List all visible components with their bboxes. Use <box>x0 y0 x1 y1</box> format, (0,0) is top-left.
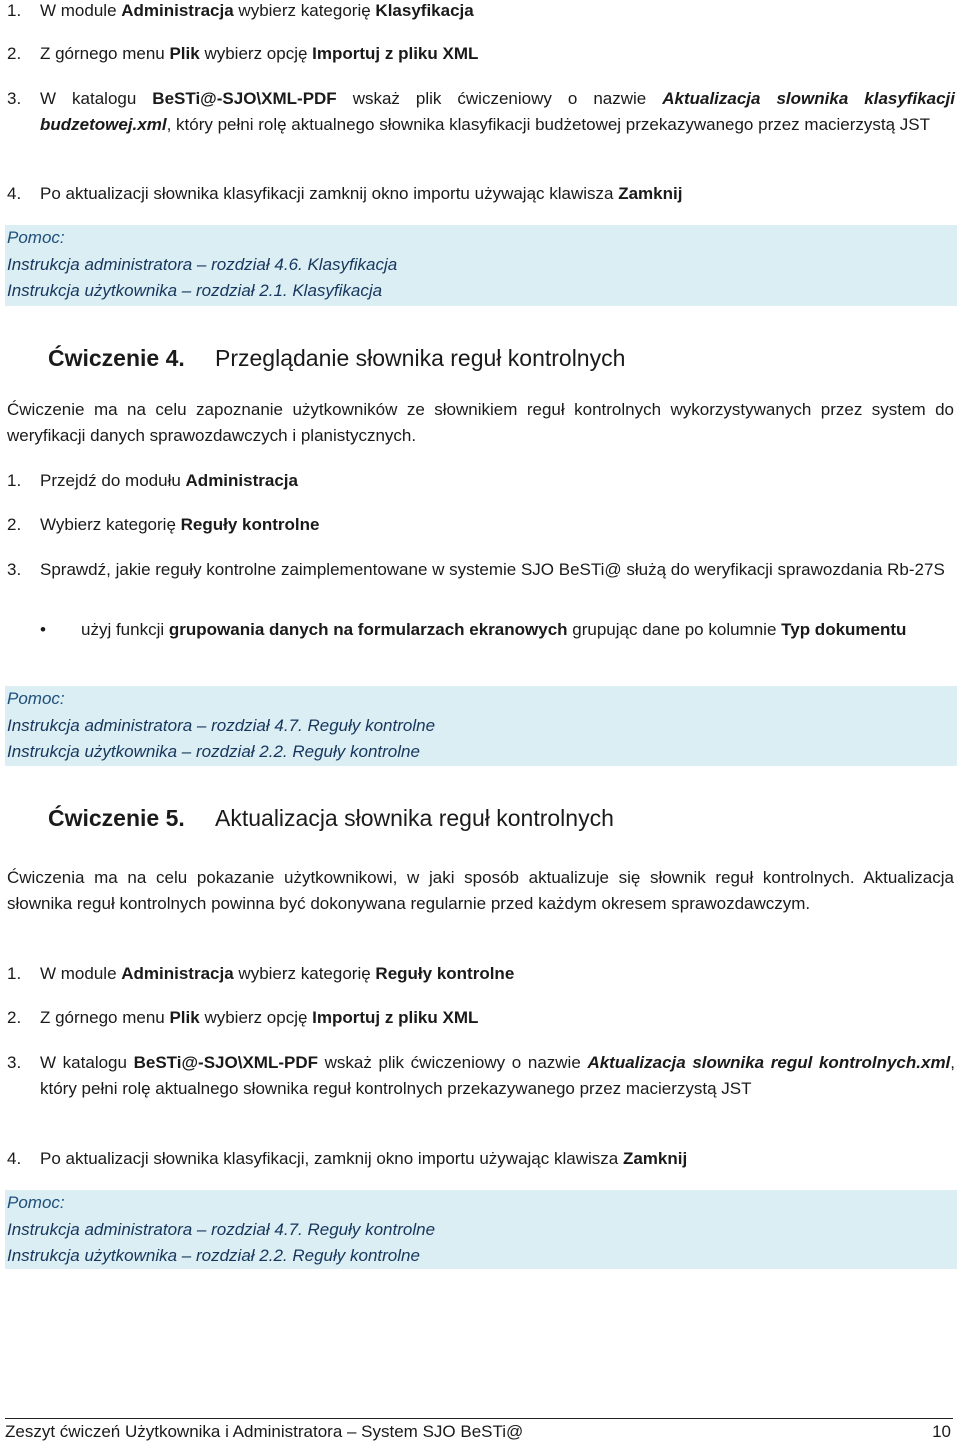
help-box <box>5 686 957 766</box>
text-run: Przejdź do modułu <box>40 471 186 490</box>
bold-text: BeSTi@-SJO\XML-PDF <box>133 1053 319 1072</box>
bold-text: Administracja <box>185 471 298 490</box>
text-run: , który pełni rolę aktualnego słownika reguł kontrolnych przekazywanego przez macierzystą JST <box>40 1053 956 1098</box>
list-item <box>7 181 955 207</box>
bold-text: BeSTi@-SJO\XML-PDF <box>152 89 337 108</box>
emphasis-text: Aktualizacja slownika regul kontrolnych.xml <box>587 1053 951 1072</box>
help-link-user: Instrukcja użytkownika – rozdział 2.1. Klasyfikacja <box>7 281 383 300</box>
bold-text: Administracja <box>121 964 234 983</box>
bullet-text <box>81 617 954 643</box>
bold-text: Importuj z pliku XML <box>312 44 479 63</box>
list-number: 2. <box>7 515 22 534</box>
bold-text: Zamknij <box>622 1149 688 1168</box>
help-box <box>5 225 957 306</box>
text-run: W katalogu <box>40 89 153 108</box>
list-text <box>40 1146 955 1172</box>
list-item <box>7 1005 955 1031</box>
text-run: W katalogu <box>40 1053 134 1072</box>
list-number: 3. <box>7 1053 22 1072</box>
text-run: wybierz opcję <box>199 1008 313 1027</box>
list-item <box>7 961 955 987</box>
exercise-heading <box>48 804 614 832</box>
list-number: 2. <box>7 1008 22 1027</box>
text-run: W module <box>40 964 122 983</box>
bold-text: Typ dokumentu <box>781 620 907 639</box>
text-run: W module <box>40 1 122 20</box>
list-item <box>7 512 955 538</box>
list-text <box>40 181 955 207</box>
list-number: 2. <box>7 44 22 63</box>
list-number: 3. <box>7 89 22 108</box>
help-label: Pomoc: <box>7 689 65 708</box>
list-item <box>7 1146 955 1172</box>
list-text <box>40 0 955 24</box>
list-number: 1. <box>7 1 22 20</box>
list-text <box>40 512 955 538</box>
list-text <box>40 41 955 67</box>
help-box <box>5 1190 957 1269</box>
text-run: , który pełni rolę aktualnego słownika klasyfikacji budżetowej przekazywanego przez macierzystą JST <box>166 115 931 134</box>
bullet-icon: • <box>40 620 46 639</box>
help-link-user: Instrukcja użytkownika – rozdział 2.2. Reguły kontrolne <box>7 742 420 761</box>
text-run: wskaż plik ćwiczeniowy o nazwie <box>336 89 663 108</box>
bold-text: Plik <box>169 44 200 63</box>
exercise-intro: Ćwiczenie ma na celu zapoznanie użytkowników ze słownikiem reguł kontrolnych wykorzystywanych przez system do weryfikacji danych sprawozdawczych i planistycznych. <box>7 400 954 445</box>
exercise-title: Przeglądanie słownika reguł kontrolnych <box>215 345 626 371</box>
help-link-user: Instrukcja użytkownika – rozdział 2.2. Reguły kontrolne <box>7 1246 420 1265</box>
help-link-admin: Instrukcja administratora – rozdział 4.7. Reguły kontrolne <box>7 715 436 735</box>
list-text <box>40 961 955 987</box>
list-number: 4. <box>7 184 22 203</box>
exercise-number: Ćwiczenie 5. <box>48 805 185 831</box>
text-run: wybierz opcję <box>199 44 313 63</box>
bold-text: Importuj z pliku XML <box>312 1008 479 1027</box>
exercise-title: Aktualizacja słownika reguł kontrolnych <box>215 805 614 831</box>
list-item <box>7 468 955 494</box>
text-run: Wybierz kategorię <box>40 515 181 534</box>
bold-text <box>587 1053 950 1072</box>
bold-text: Klasyfikacja <box>375 1 474 20</box>
text-run: Sprawdź, jakie reguły kontrolne zaimplementowane w systemie SJO BeSTi@ służą do weryfikacji sprawozdania Rb-27S <box>40 560 945 579</box>
exercise-number: Ćwiczenie 4. <box>48 345 185 371</box>
bold-text: Plik <box>169 1008 200 1027</box>
footer-title: Zeszyt ćwiczeń Użytkownika i Administratora – System SJO BeSTi@ <box>5 1422 524 1441</box>
list-number: 1. <box>7 964 22 983</box>
list-text <box>40 86 955 138</box>
exercise-intro: Ćwiczenia ma na celu pokazanie użytkownikowi, w jaki sposób aktualizuje się słownik reguł kontrolnych. Aktualizacja słownika reguł kontrolnych powinna być dokonywana regularnie przed każdym okresem sprawozdawczym. <box>7 868 954 913</box>
text-run: Po aktualizacji słownika klasyfikacji zamknij okno importu używając klawisza <box>40 184 619 203</box>
bold-text: Reguły kontrolne <box>180 515 320 534</box>
emphasis-text: Aktualizacja slownika klasyfikacji budzetowej.xml <box>40 89 955 134</box>
list-item <box>7 41 955 67</box>
bold-text: Reguły kontrolne <box>375 964 515 983</box>
list-text <box>40 557 955 583</box>
bold-text: grupowania danych na formularzach ekranowych <box>168 620 568 639</box>
page-footer <box>5 1418 953 1443</box>
text-run: Z górnego menu <box>40 1008 170 1027</box>
text-run: wskaż plik ćwiczeniowy o nazwie <box>318 1053 588 1072</box>
list-number: 4. <box>7 1149 22 1168</box>
text-run: grupując dane po kolumnie <box>567 620 782 639</box>
list-text <box>40 1050 955 1102</box>
help-label: Pomoc: <box>7 228 65 247</box>
bullet-item <box>40 617 954 643</box>
help-link-admin: Instrukcja administratora – rozdział 4.6. Klasyfikacja <box>7 254 398 274</box>
list-item <box>7 86 955 138</box>
list-number: 3. <box>7 560 22 579</box>
text-run: użyj funkcji <box>81 620 169 639</box>
list-item <box>7 557 955 583</box>
text-run: wybierz kategorię <box>233 964 376 983</box>
help-link-admin: Instrukcja administratora – rozdział 4.7. Reguły kontrolne <box>7 1219 436 1239</box>
bold-text: Administracja <box>121 1 234 20</box>
text-run: Po aktualizacji słownika klasyfikacji, zamknij okno importu używając klawisza <box>40 1149 623 1168</box>
list-item <box>7 0 955 24</box>
list-text <box>40 1005 955 1031</box>
page-number: 10 <box>932 1422 951 1441</box>
help-label: Pomoc: <box>7 1193 65 1212</box>
text-run: Z górnego menu <box>40 44 170 63</box>
text-run: wybierz kategorię <box>233 1 376 20</box>
list-number: 1. <box>7 471 22 490</box>
list-item <box>7 1050 955 1102</box>
list-text <box>40 468 955 494</box>
bold-text: Zamknij <box>618 184 683 203</box>
exercise-heading <box>48 344 625 372</box>
